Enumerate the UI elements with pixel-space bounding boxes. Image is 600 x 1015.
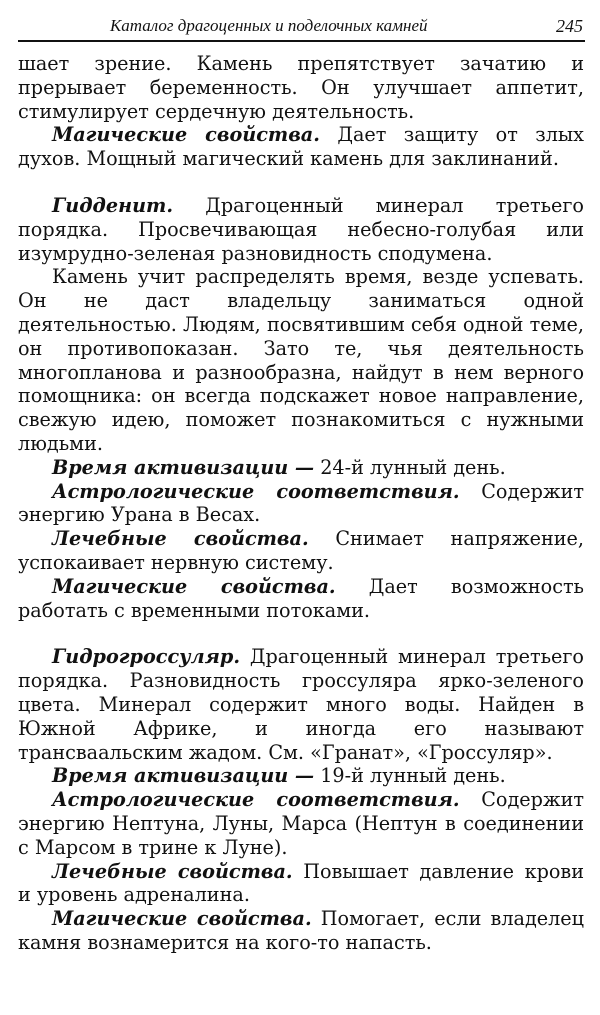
page-body [18,52,584,955]
intro-paragraph [18,52,584,123]
property-label: Лечебные свойства. [52,527,309,551]
property-text: 19-й лунный день. [314,764,506,788]
property-label: Время активизации — [52,455,315,479]
intro-magic-paragraph [18,123,584,171]
property-text: Содержит энергию Урана в Весах. [18,479,584,527]
paragraph-text: Камень учит распределять время, везде успевать. Он не даст владельцу заниматься одной деятельностью. Людям, посвятившим себя одной теме, он противопоказан. Зато те, чья деятельность многопланова и разнообразна, найдут в нем верного помощника: он всегда подскажет новое направление, свежую идею, поможет познакомиться с нужными людьми. [18,265,584,455]
hydrogrossular-definition [18,645,584,764]
property-text: Повышает давление крови и уровень адреналина. [18,859,584,907]
running-title: Каталог драгоценных и поделочных камней [110,16,428,35]
property-text: Дает возможность работать с временными потоками. [18,574,584,622]
hiddenite-description [18,265,584,455]
hydrogrossular-magic [18,907,584,955]
paragraph-text: шает зрение. Камень препятствует зачатию и прерывает беременность. Он улучшает аппетит, стимулирует сердечную деятельность. [18,52,584,123]
hiddenite-magic [18,575,584,623]
property-label: Время активизации — [52,764,315,788]
entry-term: Гидрогроссуляр. [52,645,241,669]
property-text: Помогает, если владелец камня вознамерится на кого-то напасть. [18,907,584,954]
entry-text: Драгоценный минерал третьего порядка. Разновидность гроссуляра ярко-зеленого цвета. Минерал содержит много воды. Найден в Южной Африке, и иногда его называют трансваальским жадом. См. «Гранат», «Гроссуляр». [18,645,584,764]
entry-text: Драгоценный минерал третьего порядка. Просвечивающая небесно-голубая или изумрудно-зеленая разновидность сподумена. [18,193,584,265]
hiddenite-activation-time [18,456,584,480]
property-text: Снимает напряжение, успокаивает нервную систему. [18,527,585,574]
running-header [18,10,585,42]
hydrogrossular-activation-time [18,764,584,788]
property-text: 24-й лунный день. [314,455,506,479]
hydrogrossular-astrology [18,788,584,859]
entry-term: Гидденит. [52,193,174,217]
property-label: Астрологические соответствия. [52,788,460,812]
hiddenite-definition [18,194,584,265]
property-label: Лечебные свойства. [52,859,293,883]
hiddenite-astrology [18,480,584,528]
property-label: Астрологические соответствия. [52,479,460,503]
property-text: Содержит энергию Нептуна, Луны, Марса (Нептун в соединении с Марсом в трине к Луне). [18,788,584,859]
hiddenite-healing [18,527,584,575]
property-label: Магические свойства. [52,123,320,147]
property-text: Дает защиту от злых духов. Мощный магический камень для заклинаний. [18,123,585,171]
hydrogrossular-healing [18,860,584,908]
page-number: 245 [556,16,583,36]
property-label: Магические свойства. [52,574,336,598]
property-label: Магические свойства. [52,907,312,931]
